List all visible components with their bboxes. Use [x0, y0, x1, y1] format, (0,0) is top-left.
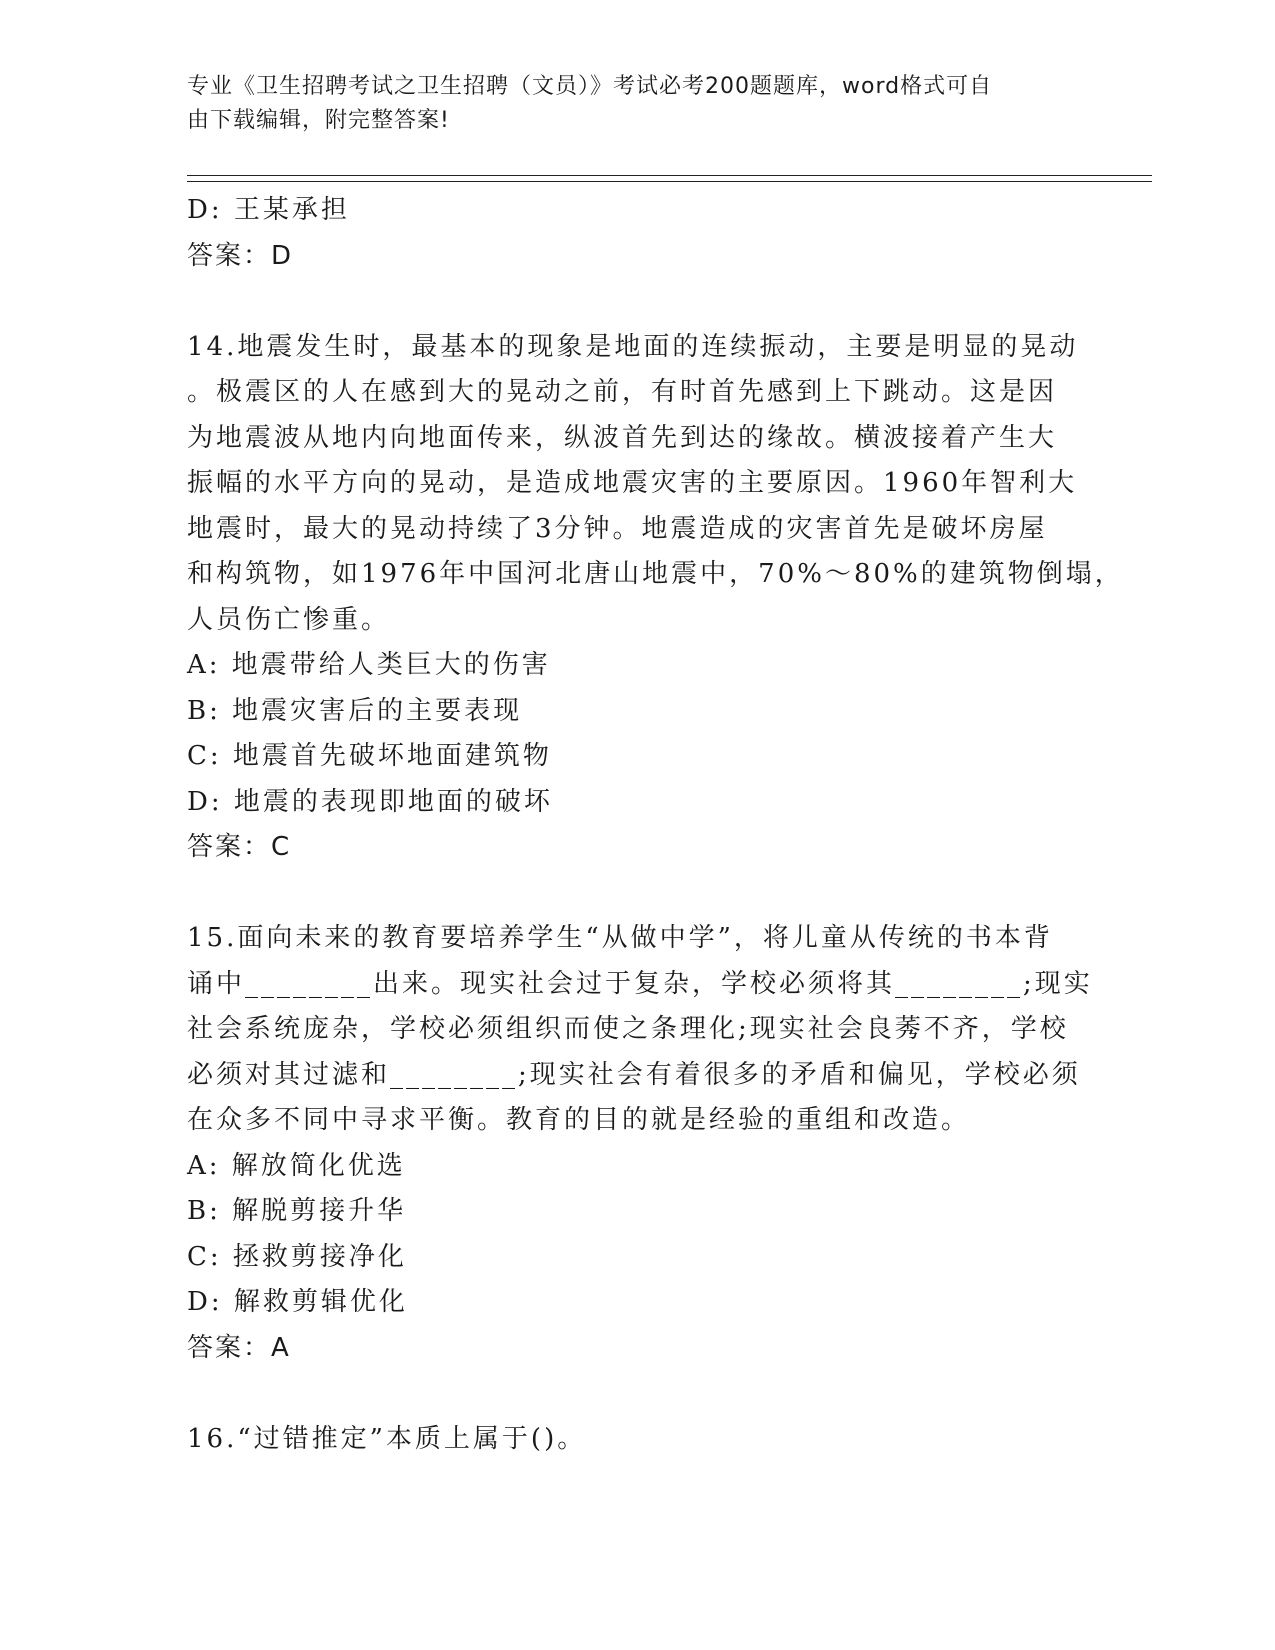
question-15-option-b: B: 解脱剪接升华: [187, 1196, 407, 1226]
spacer: [187, 1371, 1077, 1417]
question-16-line: 16.“过错推定”本质上属于()。: [187, 1423, 587, 1454]
question-14-option-d: D: 地震的表现即地面的破坏: [187, 786, 553, 817]
question-15-answer: 答案：A: [187, 1332, 291, 1363]
question-15-line: 社会系统庞杂，学校必须组织而使之条理化;现实社会良莠不齐，学校: [187, 1014, 1069, 1044]
question-16: [187, 1417, 1077, 1463]
prev-option-d: D: 王某承担: [187, 195, 350, 225]
question-14: [187, 325, 1124, 871]
question-15-line: 诵中________出来。现实社会过于复杂，学校必须将其________;现实: [187, 968, 1093, 999]
question-15-line: 必须对其过滤和________;现实社会有着很多的矛盾和偏见，学校必须: [187, 1059, 1081, 1090]
header-divider-bottom: [187, 181, 1152, 182]
question-14-line: 地震时，最大的晃动持续了3分钟。地震造成的灾害首先是破坏房屋: [187, 513, 1048, 544]
spacer: [187, 871, 1077, 917]
question-14-line: 。极震区的人在感到大的晃动之前，有时首先感到上下跳动。这是因: [187, 377, 1058, 407]
question-15-line: 15.面向未来的教育要培养学生“从做中学”，将儿童从传统的书本背: [187, 923, 1053, 953]
question-14-line: 14.地震发生时，最基本的现象是地面的连续振动，主要是明显的晃动: [187, 331, 1079, 362]
question-15-line: 在众多不同中寻求平衡。教育的目的就是经验的重组和改造。: [187, 1105, 971, 1135]
question-15-option-a: A: 解放简化优选: [187, 1150, 406, 1181]
question-14-line: 振幅的水平方向的晃动，是造成地震灾害的主要原因。1960年智利大: [187, 468, 1078, 498]
header-line-1: 专业《卫生招聘考试之卫生招聘（文员）》考试必考200题题库，word格式可自: [187, 74, 993, 99]
question-15: [187, 916, 1093, 1371]
prev-answer: 答案：D: [187, 240, 294, 271]
question-14-option-c: C: 地震首先破坏地面建筑物: [187, 741, 552, 771]
question-14-answer: 答案：C: [187, 832, 292, 862]
question-14-line: 为地震波从地内向地面传来，纵波首先到达的缘故。横波接着产生大: [187, 422, 1058, 453]
question-14-line: 人员伤亡惨重。: [187, 604, 391, 635]
question-15-option-d: D: 解救剪辑优化: [187, 1287, 408, 1317]
spacer: [187, 279, 1077, 325]
header-line-2: 由下载编辑，附完整答案!: [187, 108, 450, 133]
document-header: [187, 70, 1087, 138]
document-body: [187, 188, 1124, 1462]
question-14-option-a: A: 地震带给人类巨大的伤害: [187, 650, 551, 680]
question-15-option-c: C: 拯救剪接净化: [187, 1241, 407, 1272]
question-14-line: 和构筑物，如1976年中国河北唐山地震中，70%～80%的建筑物倒塌，: [187, 559, 1124, 589]
header-divider-top: [187, 175, 1152, 176]
question-14-option-b: B: 地震灾害后的主要表现: [187, 695, 523, 726]
